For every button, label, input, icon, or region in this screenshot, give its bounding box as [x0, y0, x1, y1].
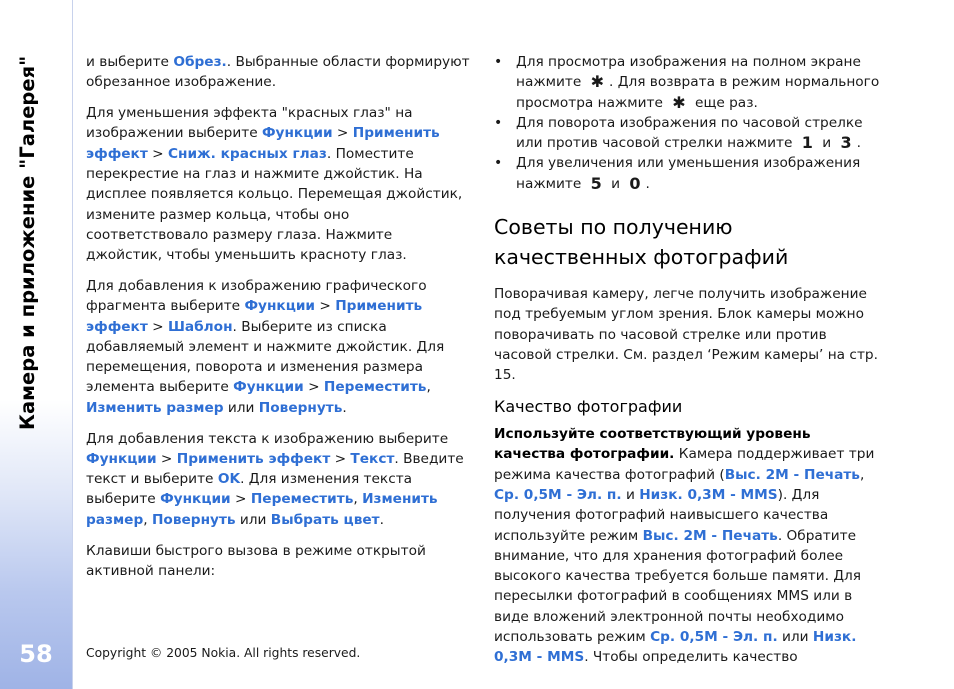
menu-functions: Функции	[244, 298, 316, 315]
star-key-icon: ✱	[590, 72, 605, 92]
menu-functions: Функции	[261, 125, 333, 142]
star-key-icon: ✱	[672, 92, 686, 112]
menu-red-eye: Сниж. красных глаз	[167, 145, 327, 162]
menu-rotate: Повернуть	[151, 511, 236, 528]
menu-crop: Обрез.	[173, 54, 227, 70]
key-0-icon: 0	[629, 173, 641, 193]
subsection-heading: Качество фотографии	[494, 397, 683, 417]
menu-move: Переместить	[323, 379, 427, 396]
section-heading: Советы по получению качественных фотографий	[494, 215, 789, 270]
mode-high: Выс. 2M - Печать	[724, 466, 860, 483]
mode-low: Низк. 0,3M - MMS	[494, 629, 857, 666]
menu-template: Шаблон	[167, 318, 233, 335]
paragraph-quality: Используйте соответствующий уровень качества фотографии. Камера поддерживает три режима качества фотографий (Выс. 2M - Печать, Ср. 0,5M - Эл. п. и Низк. 0,3M - MMS). Для получения фотографий наивысшего качества используйте режим Выс. 2M - Печать. Обратите внимание, что для хранения фотографий более высокого качества требуется больше памяти. Для пересылки фотографий в сообщениях MMS или в виде вложений электронной почты необходимо использовать режим Ср. 0,5M - Эл. п. или Низк. 0,3M - MMS. Чтобы определить качество	[494, 426, 875, 666]
mode-low: Низк. 0,3M - MMS	[639, 486, 778, 503]
key-3-icon: 3	[840, 133, 852, 153]
right-column	[494, 52, 886, 678]
menu-functions: Функции	[86, 450, 157, 467]
list-item: • Для поворота изображения по часовой стрелке или против часовой стрелки нажмите 1 и 3 .	[494, 113, 886, 154]
menu-select-color: Выбрать цвет	[270, 511, 380, 528]
paragraph-rotate-camera: Поворачивая камеру, легче получить изображение под требуемым углом зрения. Блок камеры можно поворачивать по часовой стрелке или против часовой стрелки. См. раздел ‘Режим камеры’ на стр. 15.	[494, 286, 878, 384]
menu-apply-effect: Применить эффект	[176, 450, 331, 467]
key-5-icon: 5	[590, 173, 602, 193]
shortcut-list	[494, 52, 886, 194]
menu-resize: Изменить размер	[86, 491, 438, 528]
menu-functions: Функции	[160, 491, 231, 508]
paragraph-clipart: Для добавления к изображению графического фрагмента выберите Функции > Применить эффект > Шаблон. Выберите из списка добавляемый элемент и нажмите джойстик. Для перемещения, поворота и изменения размера элемента выберите Функции > Переместить, Изменить размер или Повернуть.	[86, 277, 445, 416]
menu-resize: Изменить размер	[86, 399, 224, 416]
menu-apply-effect: Применить эффект	[86, 298, 423, 335]
paragraph-red-eye: Для уменьшения эффекта "красных глаз" на изображении выберите Функции > Применить эффект > Сниж. красных глаз. Поместите перекрестие на глаз и нажмите джойстик. На дисплее появляется кольцо. Перемещая джойстик, измените размер кольца, чтобы оно соответствовало размеру глаза. Нажмите джойстик, чтобы уменьшить красноту глаз.	[86, 105, 463, 264]
list-item: • Для увеличения или уменьшения изображения нажмите 5 и 0 .	[494, 153, 886, 194]
menu-apply-effect: Применить эффект	[86, 125, 440, 162]
chapter-title: Камера и приложение "Галерея"	[16, 55, 39, 430]
menu-move: Переместить	[250, 491, 354, 508]
paragraph-crop: и выберите Обрез.. Выбранные области формируют обрезанное изображение.	[86, 54, 470, 91]
copyright-footer: Copyright © 2005 Nokia. All rights reserved.	[86, 646, 361, 660]
menu-rotate: Повернуть	[258, 399, 343, 416]
menu-functions: Функции	[233, 379, 304, 396]
menu-text: Текст	[350, 450, 395, 467]
menu-ok: OK	[217, 471, 241, 488]
mode-medium: Ср. 0,5M - Эл. п.	[494, 486, 622, 503]
chapter-sidebar	[0, 0, 73, 689]
left-column	[86, 52, 471, 592]
mode-high: Выс. 2M - Печать	[642, 527, 778, 544]
key-1-icon: 1	[801, 133, 813, 153]
paragraph-shortcuts: Клавиши быстрого вызова в режиме открытой активной панели:	[86, 542, 426, 579]
mode-medium: Ср. 0,5M - Эл. п.	[650, 629, 778, 646]
page-number: 58	[19, 640, 53, 668]
paragraph-text: Для добавления текста к изображению выберите Функции > Применить эффект > Текст. Введите текст и выберите OK. Для изменения текста выберите Функции > Переместить, Изменить размер, Повернуть или Выбрать цвет.	[86, 430, 464, 528]
list-item: • Для просмотра изображения на полном экране нажмите ✱ . Для возврата в режим нормального просмотра нажмите ✱ еще раз.	[494, 52, 886, 113]
